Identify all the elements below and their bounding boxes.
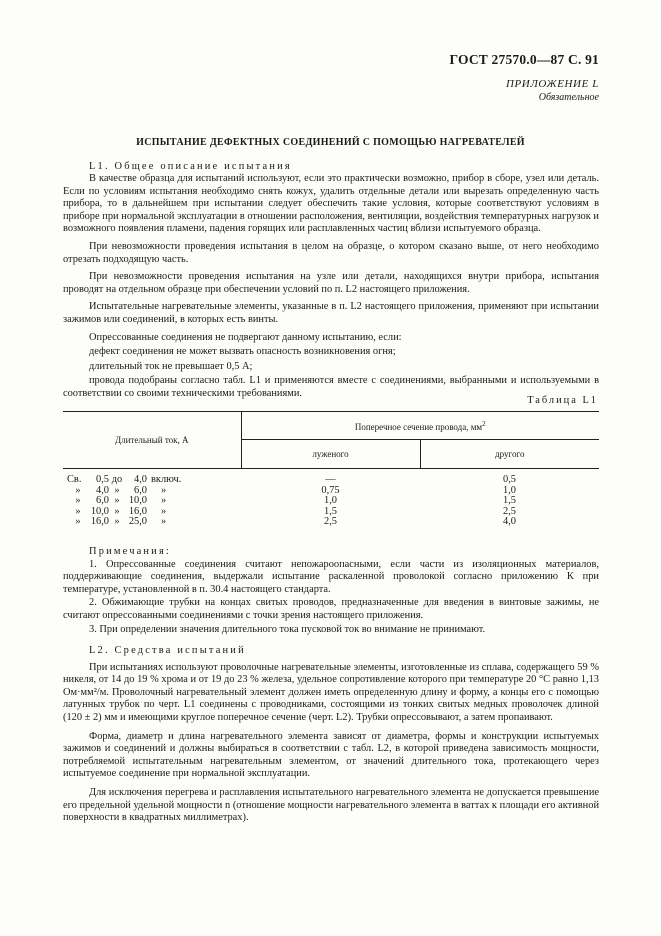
section-l2-heading: L2. Средства испытаний bbox=[89, 645, 246, 656]
range-prefix: » bbox=[75, 495, 81, 507]
range-from: 10,0 bbox=[90, 505, 109, 517]
range-upto: 4,0 bbox=[134, 474, 147, 485]
paragraph: длительный ток не превышает 0,5 А; bbox=[89, 360, 253, 372]
range-prefix: Св. bbox=[67, 474, 82, 485]
table-cell-tinned: 2,5 bbox=[324, 516, 337, 528]
range-prefix: » bbox=[75, 484, 81, 496]
paragraph: В качестве образца для испытаний используют, если это практически возможно, прибор в сборе, узел или деталь. Если по условиям испытания необходимо снять кожух, удалить отдельные детали или вырезать определенную часть прибора, то в дальнейшем при испытании следует обеспечить такие условия, которые соответствуют условиям в приборе при нормальной эксплуатации в отношении расположения, вентиляции, воздействия температурных нагрузок и возможного появления пламени, падения горящих или расплавленных частиц вблизи испытуемого образца. bbox=[63, 173, 599, 235]
table-cell-current bbox=[63, 517, 241, 528]
table-header-section bbox=[241, 412, 599, 440]
note-item: 2. Обжимающие трубки на концах свитых проводов, предназначенные для введения в винтовые зажимы, не считают опрессованными соединениями с точки зрения настоящего приложения. bbox=[63, 597, 599, 621]
table-cell-tinned: 0,75 bbox=[321, 484, 340, 496]
note-item: 1. Опрессованные соединения считают непожароопасными, если части из изоляционных материалов, поддерживающие соединения, выдержали испытание раскаленной проволокой согласно приложению К при температуре, установленной в п. 30.4 настоящего стандарта. bbox=[63, 558, 599, 595]
range-prefix: » bbox=[75, 505, 81, 517]
table-row bbox=[63, 517, 599, 528]
paragraph: Испытательные нагревательные элементы, указанные в п. L2 настоящего приложения, применяют при испытании зажимов или соединений, в которых есть винты. bbox=[63, 301, 599, 325]
range-from: 16,0 bbox=[90, 516, 109, 528]
table-header-section-text: Поперечное сечение провода, мм bbox=[354, 421, 483, 432]
range-to-word: » bbox=[114, 516, 120, 528]
note-item: 3. При определении значения длительного тока пусковой ток во внимание не принимают. bbox=[89, 623, 486, 635]
range-tail: » bbox=[161, 505, 167, 517]
paragraph: провода подобраны согласно табл. L1 и применяются вместе с соединениями, выбранными и используемыми в соответствии со своими техническими требованиями. bbox=[63, 375, 599, 399]
table-cell-other: 1,0 bbox=[503, 484, 516, 496]
paragraph: Для исключения перегрева и расплавления испытательного нагревательного элемента не допускается превышение его предельной удельной мощности n (отношение мощности нагревательного элемента в ваттах к площади его активной поверхности в квадратных миллиметрах). bbox=[63, 786, 599, 824]
table-cell-current bbox=[63, 496, 241, 507]
range-from: 4,0 bbox=[96, 484, 109, 496]
paragraph: Опрессованные соединения не подвергают данному испытанию, если: bbox=[89, 331, 402, 343]
table-cell-current bbox=[63, 469, 241, 486]
table-cell-current bbox=[63, 507, 241, 518]
range-to-word: » bbox=[114, 505, 120, 517]
table-header-tinned: луженого bbox=[241, 440, 420, 469]
appendix-label: ПРИЛОЖЕНИЕ L bbox=[505, 78, 599, 90]
range-to-word: » bbox=[114, 484, 120, 496]
range-upto: 10,0 bbox=[128, 495, 147, 507]
range-from: 6,0 bbox=[96, 495, 109, 507]
table-l1 bbox=[63, 411, 599, 528]
appendix-status: Обязательное bbox=[538, 92, 599, 103]
table-row bbox=[63, 469, 599, 486]
section-l1-heading: L1. Общее описание испытания bbox=[89, 161, 292, 172]
section-l2 bbox=[63, 645, 599, 825]
appendix-title: ИСПЫТАНИЕ ДЕФЕКТНЫХ СОЕДИНЕНИЙ С ПОМОЩЬЮ НАГРЕВАТЕЛЕЙ bbox=[136, 137, 525, 148]
table-cell-current bbox=[63, 486, 241, 497]
range-tail: » bbox=[161, 495, 167, 507]
paragraph: дефект соединения не может вызвать опасность возникновения огня; bbox=[89, 346, 396, 358]
range-tail: » bbox=[161, 484, 167, 496]
table-cell-tinned: 1,5 bbox=[324, 505, 337, 517]
range-prefix: » bbox=[75, 516, 81, 528]
page-header: ГОСТ 27570.0—87 С. 91 bbox=[449, 52, 599, 67]
range-upto: 16,0 bbox=[128, 505, 147, 517]
table-cell-tinned: 1,0 bbox=[324, 495, 337, 507]
paragraph: При испытаниях используют проволочные нагревательные элементы, изготовленные из сплава, содержащего 59 % никеля, от 14 до 19 % хрома и от 19 до 23 % железа, удельное сопротивление которого при температуре 20 °С равно 1,13 Ом·мм²/м. Проволочный нагревательный элемент должен иметь определенную длину и форму, а концы его с помощью латунных трубок по черт. L1 соединены с проводниками, состоящими из тонких свитых медных проволочек длиной (120 ± 2) мм и имеющими круглое поперечное сечение (черт. L2). Трубки опрессовывают, а затем пропаивают. bbox=[63, 661, 599, 723]
range-tail: включ. bbox=[151, 474, 182, 485]
table-cell-other: 2,5 bbox=[503, 505, 516, 517]
paragraph: Форма, диаметр и длина нагревательного элемента зависят от диаметра, формы и конструкции испытуемых зажимов и соединений и должны выбираться в соответствии с табл. L2, в которой приведена зависимость мощности, потребляемой испытательным нагревательным элементом, от значений длительного тока, протекающего через испытуемое соединение при нормальной эксплуатации. bbox=[63, 730, 599, 780]
range-from: 0,5 bbox=[96, 474, 109, 485]
range-upto: 6,0 bbox=[134, 484, 147, 496]
paragraph: При невозможности проведения испытания на узле или детали, находящихся внутри прибора, испытания проводят на отдельном образце при обеспечении условий по п. L2 настоящего приложения. bbox=[63, 271, 599, 295]
range-to-word: до bbox=[111, 474, 123, 485]
section-l1-body bbox=[63, 173, 599, 401]
table-caption: Таблица L1 bbox=[527, 395, 598, 406]
notes-block bbox=[63, 546, 599, 636]
table-cell-tinned: — bbox=[325, 474, 336, 485]
appendix-block bbox=[506, 78, 599, 104]
table-cell-other: 4,0 bbox=[503, 516, 516, 528]
range-tail: » bbox=[161, 516, 167, 528]
range-to-word: » bbox=[114, 495, 120, 507]
table-header-section-sup: 2 bbox=[482, 419, 486, 428]
notes-heading: Примечания: bbox=[89, 546, 172, 557]
table-cell-other: 1,5 bbox=[503, 495, 516, 507]
table-cell-other: 0,5 bbox=[503, 474, 516, 485]
table-header-other: другого bbox=[420, 440, 599, 469]
range-upto: 25,0 bbox=[128, 516, 147, 528]
section-l1 bbox=[89, 161, 598, 174]
table-header-current: Длительный ток, А bbox=[63, 412, 241, 469]
paragraph: При невозможности проведения испытания в целом на образце, о котором сказано выше, от него необходимо отрезать подходящую часть. bbox=[63, 240, 599, 265]
